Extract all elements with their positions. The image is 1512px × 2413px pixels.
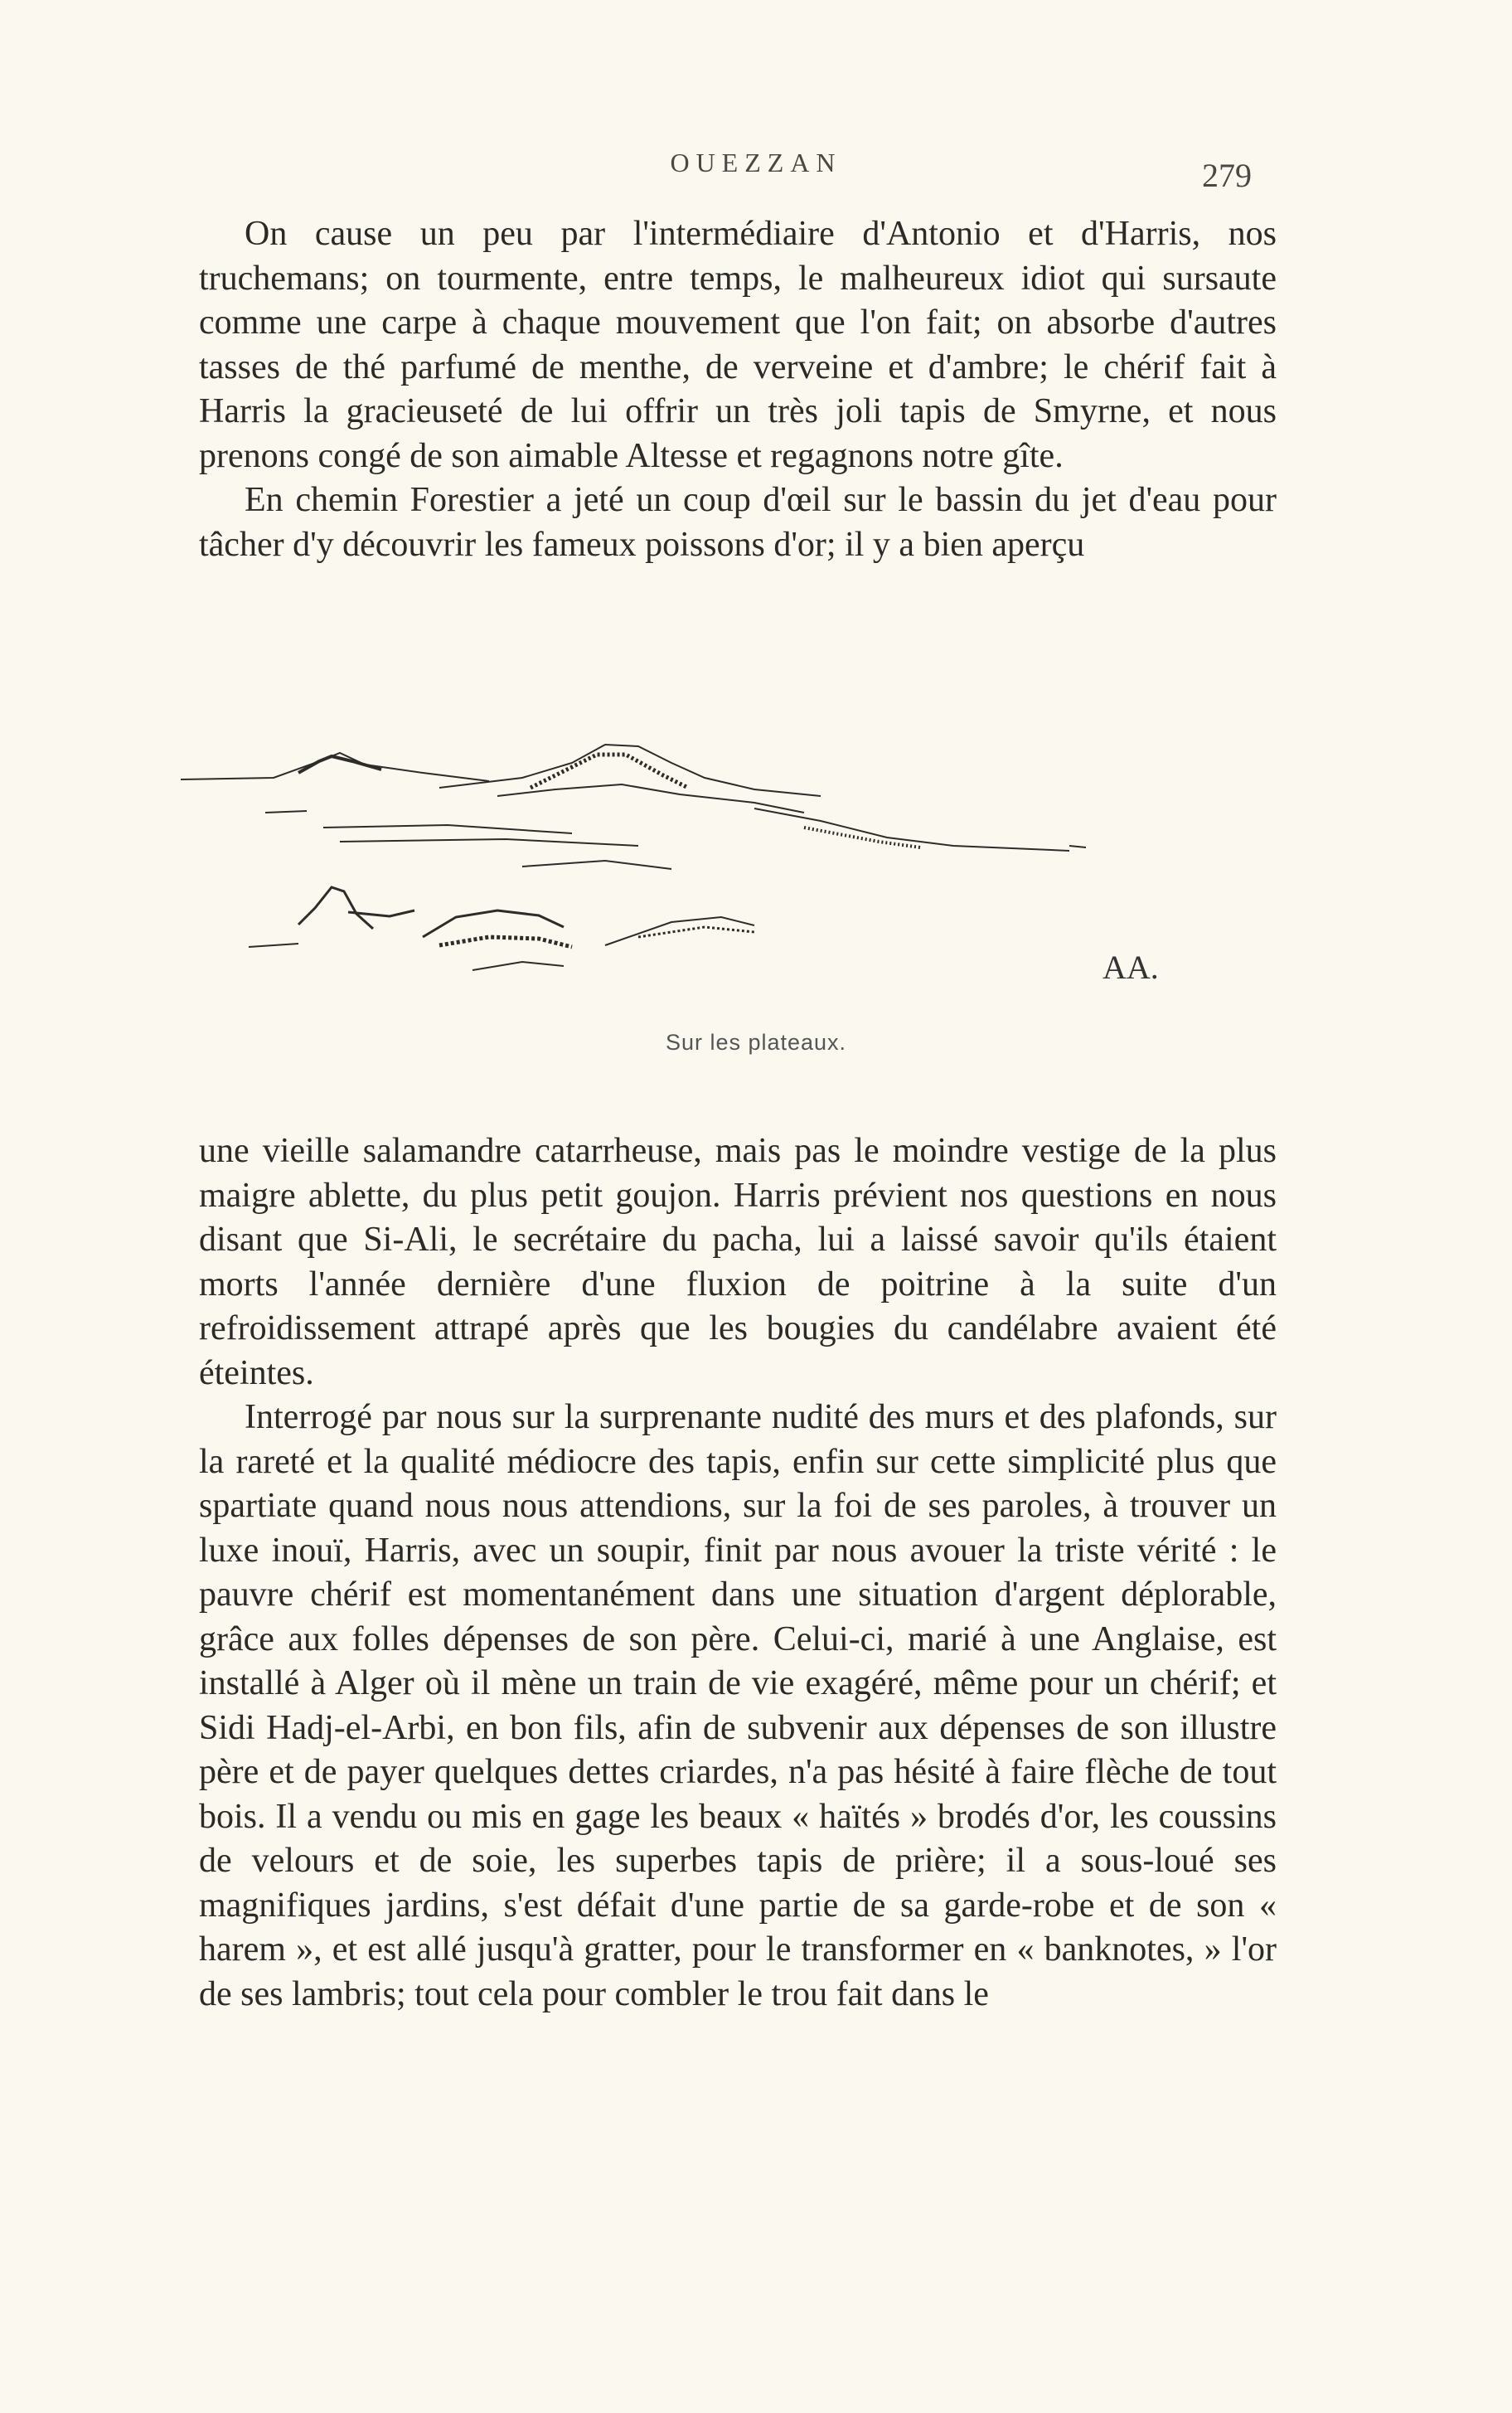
central-hill [439,745,821,796]
paragraph: On cause un peu par l'intermédiaire d'Antonio et d'Harris, nos truchemans; on tourmente, entre temps, le malheureux idiot qui sursaute comme une carpe à chaque mouvement que l'on fait; on absorbe d'autres tasses de thé parfumé de menthe, de verveine et d'ambre; le chérif fait à Harris la gracieuseté de lui offrir un très joli tapis de Smyrne, et nous prenons congé de son aimable Altesse et regagnons notre gîte. [199,215,1277,475]
illustration-plateaux [174,730,1252,1012]
right-slope [754,808,1069,851]
paragraph: une vieille salamandre catarrheuse, mais pas le moindre vestige de la plus maigre ablette, du plus petit goujon. Harris prévient nos questions en nous disant que Si-Ali, le secrétaire du pacha, lui a laissé savoir qu'ils étaient morts l'année dernière d'une fluxion de poitrine à la suite d'un refroidissement attrapé après que les bougies du candélabre avaient été éteintes. [199,1132,1277,1392]
running-head: OUEZZAN [670,148,842,177]
artist-monogram: AA. [1102,949,1159,986]
paragraph: En chemin Forestier a jeté un coup d'œil sur le bassin du jet d'eau pour tâcher d'y découvrir les fameux poissons d'or; il y a bien aperçu [199,481,1277,564]
paragraph: Interrogé par nous sur la surprenante nudité des murs et des plafonds, sur la rareté et la qualité médiocre des tapis, enfin sur cette simplicité plus que spartiate quand nous nous attendions, sur la foi de ses paroles, à trouver un luxe inouï, Harris, avec un soupir, finit par nous avouer la triste vérité : le pauvre chérif est momentanément dans une situation d'argent déplorable, grâce aux folles dépenses de son père. Celui-ci, marié à une Anglaise, est installé à Alger où il mène un train de vie exagéré, même pour un chérif; et Sidi Hadj-el-Arbi, en bon fils, afin de subvenir aux dépenses de son illustre père et de payer quelques dettes criardes, n'a pas hésité à faire flèche de tout bois. Il a vendu ou mis en gage les beaux « haïtés » brodés d'or, les coussins de velours et de soie, les superbes tapis de prière; il a sous-loué ses magnifiques jardins, s'est défait d'une partie de sa garde-robe et de son « harem », et est allé jusqu'à gratter, pour le transformer en « banknotes, » l'or de ses lambris; tout cela pour combler le trou fait dans le [199,1398,1277,2013]
figure-caption: Sur les plateaux. [665,1030,847,1055]
landscape-sketch [174,730,1252,1012]
foreground-rock-center [423,910,564,937]
page-number: 279 [1202,157,1252,194]
left-ridge-shading [298,756,381,773]
text-block-top [199,212,1277,567]
foreground-rock-left [298,887,373,929]
text-block-bottom [199,1129,1277,2017]
